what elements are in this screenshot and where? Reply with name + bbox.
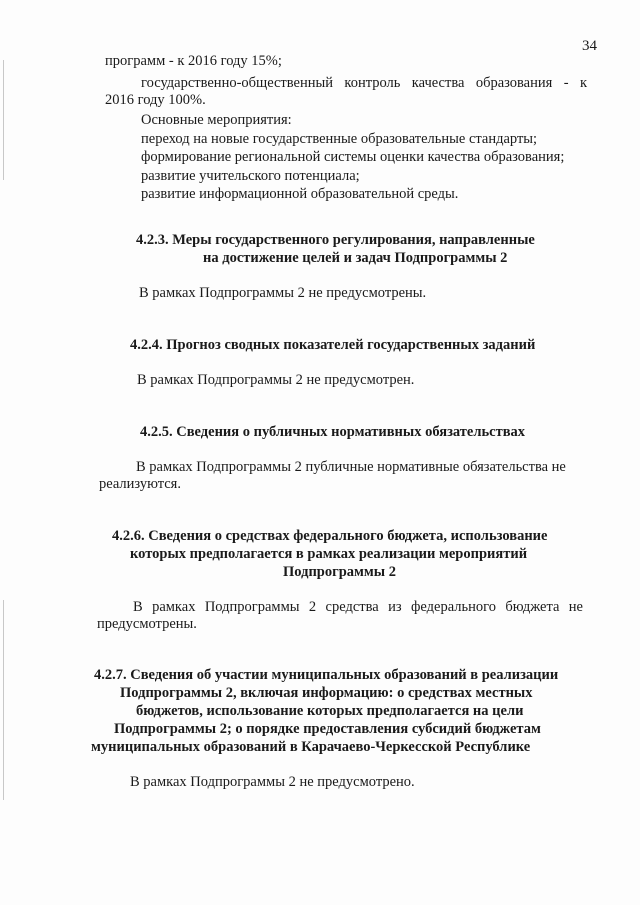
section-title: которых предполагается в рамках реализации мероприятий [130, 546, 528, 562]
section-title: 4.2.7. Сведения об участии муниципальных образований в реализации [94, 667, 559, 683]
section-body: В рамках Подпрограммы 2 не предусмотрены. [139, 285, 427, 301]
section-body: В рамках Подпрограммы 2 не предусмотрено. [130, 774, 415, 790]
section-title: на достижение целей и задач Подпрограммы 2 [203, 250, 508, 266]
section-title: Подпрограммы 2; о порядке предоставления субсидий бюджетам [114, 721, 541, 737]
page-number: 34 [582, 38, 597, 54]
section-title: 4.2.4. Прогноз сводных показателей государственных заданий [130, 337, 536, 353]
scan-edge-mark [3, 60, 4, 180]
section-title: Подпрограммы 2, включая информацию: о средствах местных [120, 685, 533, 701]
intro-line: 2016 году 100%. [105, 92, 206, 108]
intro-line: программ - к 2016 году 15%; [105, 53, 282, 69]
section-body: В рамках Подпрограммы 2 публичные нормативные обязательства не [136, 459, 566, 475]
measure-item: переход на новые государственные образовательные стандарты; [141, 131, 538, 147]
intro-line: государственно-общественный контроль качества образования - к [141, 75, 587, 91]
section-body: В рамках Подпрограммы 2 средства из федерального бюджета не [133, 599, 583, 615]
section-body: предусмотрены. [97, 616, 197, 632]
section-title: муниципальных образований в Карачаево-Черкесской Республике [91, 739, 531, 755]
section-title: бюджетов, использование которых предполагается на цели [136, 703, 524, 719]
section-title: 4.2.3. Меры государственного регулирования, направленные [136, 232, 535, 248]
scan-edge-mark [3, 600, 4, 800]
section-body: реализуются. [99, 476, 181, 492]
section-title: 4.2.5. Сведения о публичных нормативных обязательствах [140, 424, 526, 440]
measure-item: развитие учительского потенциала; [141, 168, 360, 184]
measure-item: развитие информационной образовательной среды. [141, 186, 459, 202]
measure-item: формирование региональной системы оценки качества образования; [141, 149, 565, 165]
measures-heading: Основные мероприятия: [141, 112, 292, 128]
section-title: Подпрограммы 2 [283, 564, 396, 580]
section-body: В рамках Подпрограммы 2 не предусмотрен. [137, 372, 415, 388]
section-title: 4.2.6. Сведения о средствах федерального бюджета, использование [112, 528, 548, 544]
